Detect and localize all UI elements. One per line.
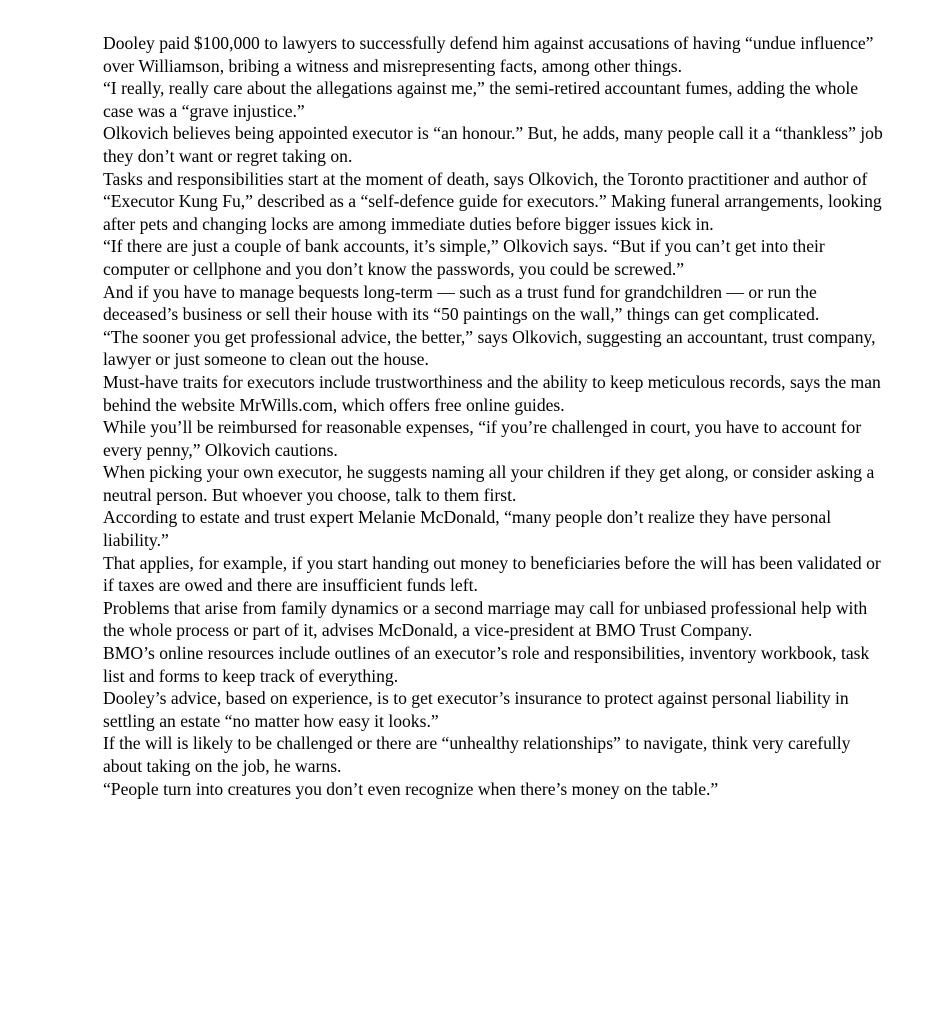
- paragraph: Dooley’s advice, based on experience, is to get executor’s insurance to protect against personal liability in settling an estate “no matter how easy it looks.”: [103, 688, 849, 731]
- paragraph: “The sooner you get professional advice, the better,” says Olkovich, suggesting an accountant, trust company, lawyer or just someone to clean out the house.: [103, 326, 876, 370]
- paragraph: That applies, for example, if you start handing out money to beneficiaries before the will has been validated or if taxes are owed and there are insufficient funds left.: [103, 552, 881, 596]
- paragraph: “I really, really care about the allegations against me,” the semi-retired accountant fumes, adding the whole case was a “grave injustice.”: [103, 78, 859, 121]
- paragraph: Olkovich believes being appointed executor is “an honour.” But, he adds, many people call it a “thankless” job they don’t want or regret taking on.: [103, 123, 883, 166]
- paragraph: And if you have to manage bequests long-term — such as a trust fund for grandchildren — or run the deceased’s business or sell their house with its “50 paintings on the wall,” things can get complicated.: [103, 281, 820, 325]
- paragraph: BMO’s online resources include outlines of an executor’s role and responsibilities, inventory workbook, task list and forms to keep track of everything.: [103, 643, 870, 686]
- paragraph: Tasks and responsibilities start at the moment of death, says Olkovich, the Toronto practitioner and author of “Executor Kung Fu,” described as a “self-defence guide for executors.” Making funeral arrangements, looking after pets and changing locks are among immediate duties before bigger issues kick in.: [103, 168, 882, 234]
- paragraph: Dooley paid $100,000 to lawyers to successfully defend him against accusations of having “undue influence” over Williamson, bribing a witness and misrepresenting facts, among other things.: [103, 33, 874, 76]
- paragraph: Must-have traits for executors include trustworthiness and the ability to keep meticulous records, says the man behind the website MrWills.com, which offers free online guides.: [103, 371, 881, 415]
- paragraph: Problems that arise from family dynamics or a second marriage may call for unbiased professional help with the whole process or part of it, advises McDonald, a vice-president at BMO Trust Company.: [103, 597, 868, 641]
- paragraph: When picking your own executor, he suggests naming all your children if they get along, or consider asking a neutral person. But whoever you choose, talk to them first.: [103, 462, 875, 505]
- paragraph: According to estate and trust expert Melanie McDonald, “many people don’t realize they have personal liability.”: [103, 507, 832, 551]
- article-body: [103, 32, 883, 800]
- paragraph: “If there are just a couple of bank accounts, it’s simple,” Olkovich says. “But if you can’t get into their computer or cellphone and you don’t know the passwords, you could be screwed.”: [103, 236, 825, 279]
- paragraph: If the will is likely to be challenged or there are “unhealthy relationships” to navigate, think very carefully about taking on the job, he warns.: [103, 733, 851, 776]
- paragraph: While you’ll be reimbursed for reasonable expenses, “if you’re challenged in court, you have to account for every penny,” Olkovich cautions.: [103, 417, 862, 460]
- paragraph: “People turn into creatures you don’t even recognize when there’s money on the table.”: [103, 778, 719, 799]
